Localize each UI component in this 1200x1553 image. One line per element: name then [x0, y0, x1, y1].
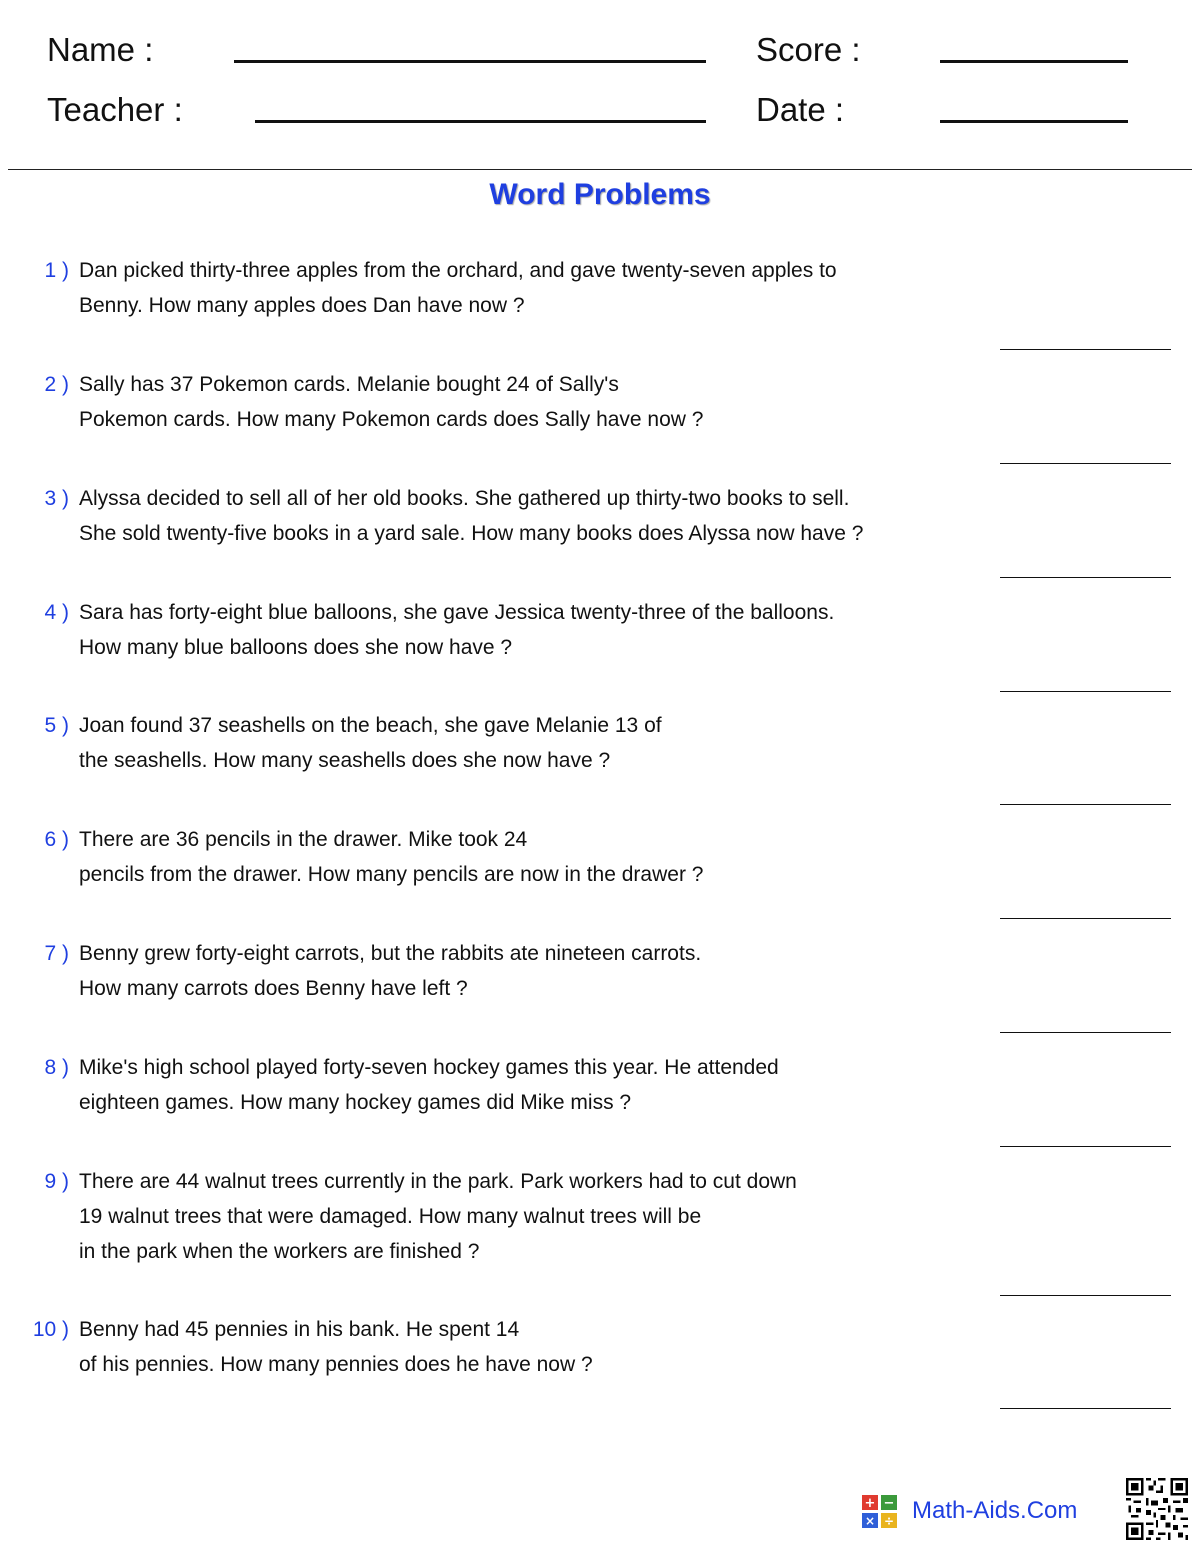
problem-text-line: Benny grew forty-eight carrots, but the rabbits ate nineteen carrots.	[79, 942, 702, 965]
date-label: Date :	[756, 91, 845, 128]
problem-text	[79, 481, 979, 551]
problem-text-line: Benny had 45 pennies in his bank. He spent 14	[79, 1318, 520, 1341]
problem-text-line: Sara has forty-eight blue balloons, she gave Jessica twenty-three of the balloons.	[79, 601, 835, 624]
answer-blank[interactable]	[1000, 1032, 1171, 1033]
date-field-line[interactable]	[940, 120, 1128, 123]
problem-text-line: pencils from the drawer. How many pencils are now in the drawer ?	[79, 863, 704, 886]
teacher-field-line[interactable]	[255, 120, 706, 123]
svg-text:+: +	[864, 1496, 876, 1511]
answer-blank[interactable]	[1000, 691, 1171, 692]
problem-text-line: Sally has 37 Pokemon cards. Melanie bought 24 of Sally's	[79, 373, 619, 396]
answer-blank[interactable]	[1000, 804, 1171, 805]
problem-text	[79, 253, 979, 323]
problem-text-line: Pokemon cards. How many Pokemon cards does Sally have now ?	[79, 408, 704, 431]
answer-blank[interactable]	[1000, 1146, 1171, 1147]
problem-text-line: Alyssa decided to sell all of her old books. She gathered up thirty-two books to sell.	[79, 487, 850, 510]
problem-text-line: How many blue balloons does she now have ?	[79, 636, 513, 659]
answer-blank[interactable]	[1000, 1408, 1171, 1409]
problem-number: 6 )	[44, 828, 69, 851]
problem-text	[79, 1050, 979, 1120]
problem-number: 8 )	[44, 1056, 69, 1079]
problem-text-line: Joan found 37 seashells on the beach, she gave Melanie 13 of	[79, 714, 662, 737]
problem-text-line: How many carrots does Benny have left ?	[79, 977, 468, 1000]
name-field-line[interactable]	[234, 60, 706, 63]
problem-text-line: in the park when the workers are finished ?	[79, 1240, 480, 1263]
svg-text:×: ×	[864, 1514, 876, 1528]
site-link[interactable]: Math-Aids.Com	[912, 1497, 1078, 1524]
answer-blank[interactable]	[1000, 577, 1171, 578]
problem-text-line: 19 walnut trees that were damaged. How many walnut trees will be	[79, 1205, 702, 1228]
problem-number: 10 )	[32, 1318, 69, 1341]
problem-number: 7 )	[44, 942, 69, 965]
svg-text:−: −	[883, 1496, 895, 1511]
page-title: Word Problems	[489, 178, 711, 211]
problem-number: 4 )	[44, 601, 69, 624]
problem-text-line: of his pennies. How many pennies does he have now ?	[79, 1353, 593, 1376]
problem-text	[79, 822, 979, 892]
answer-blank[interactable]	[1000, 349, 1171, 350]
problem-text-line: She sold twenty-five books in a yard sale. How many books does Alyssa now have ?	[79, 522, 864, 545]
problem-text-line: Dan picked thirty-three apples from the orchard, and gave twenty-seven apples to	[79, 259, 837, 282]
problem-number: 9 )	[44, 1170, 69, 1193]
answer-blank[interactable]	[1000, 918, 1171, 919]
header-divider	[8, 169, 1192, 170]
problem-text	[79, 708, 979, 778]
problem-text	[79, 595, 979, 665]
teacher-label: Teacher :	[47, 91, 183, 128]
problem-text-line: There are 44 walnut trees currently in the park. Park workers had to cut down	[79, 1170, 797, 1193]
problem-text-line: eighteen games. How many hockey games did Mike miss ?	[79, 1091, 632, 1114]
problem-number: 5 )	[44, 714, 69, 737]
problem-text	[79, 936, 979, 1006]
calculator-icon	[862, 1495, 898, 1529]
problem-number: 3 )	[44, 487, 69, 510]
problem-number: 1 )	[44, 259, 69, 282]
svg-text:÷: ÷	[883, 1514, 895, 1528]
problem-text-line: Mike's high school played forty-seven hockey games this year. He attended	[79, 1056, 779, 1079]
score-label: Score :	[756, 31, 861, 68]
score-field-line[interactable]	[940, 60, 1128, 63]
problem-text-line: There are 36 pencils in the drawer. Mike took 24	[79, 828, 528, 851]
problem-text	[79, 1164, 979, 1269]
problem-text-line: the seashells. How many seashells does she now have ?	[79, 749, 611, 772]
qr-code-icon	[1126, 1478, 1188, 1540]
name-label: Name :	[47, 31, 154, 68]
answer-blank[interactable]	[1000, 1295, 1171, 1296]
answer-blank[interactable]	[1000, 463, 1171, 464]
problem-number: 2 )	[44, 373, 69, 396]
problem-text	[79, 1312, 979, 1382]
problem-text	[79, 367, 979, 437]
problem-text-line: Benny. How many apples does Dan have now ?	[79, 294, 525, 317]
